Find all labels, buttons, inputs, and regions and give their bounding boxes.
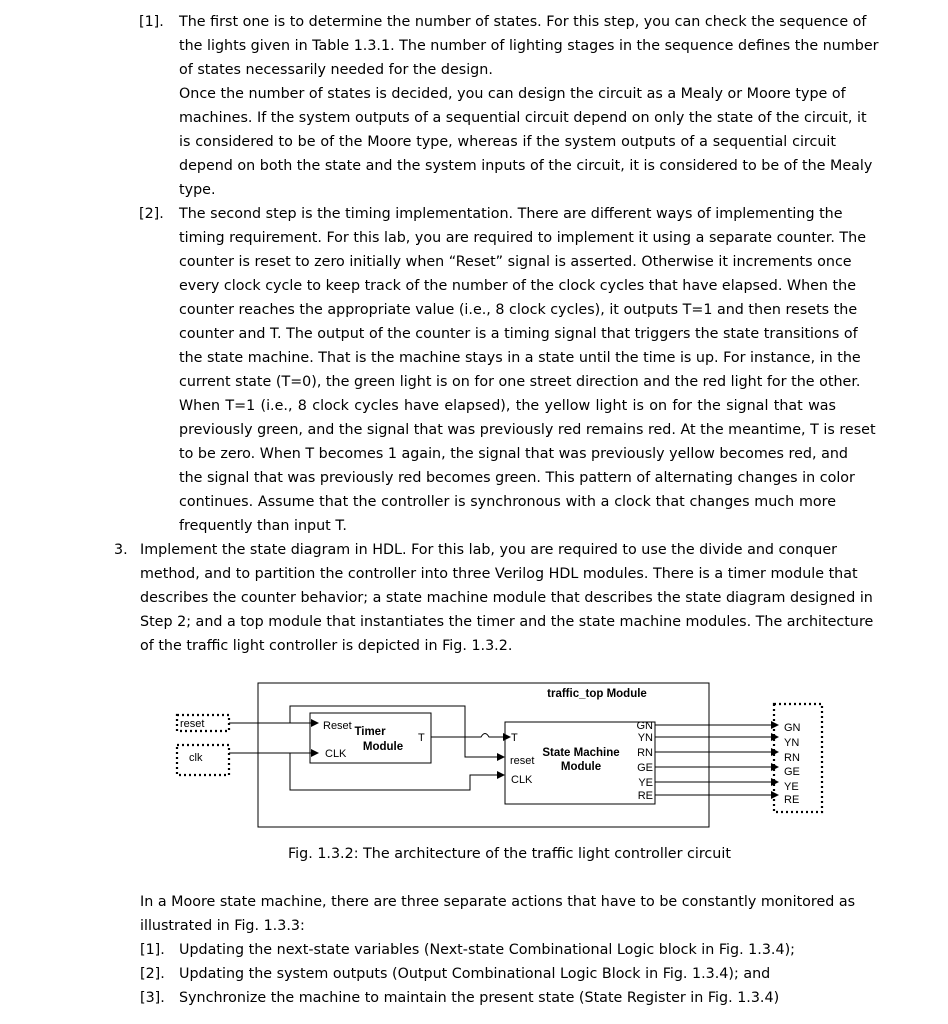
output-pin-gn: GN	[784, 722, 801, 734]
item-1-line: is considered to be of the Moore type, whereas if the system outputs of a sequential circuit	[179, 134, 836, 150]
moore-intro-line: illustrated in Fig. 1.3.3:	[140, 918, 305, 934]
item-2-line: The second step is the timing implementation. There are different ways of implementing the	[179, 206, 843, 222]
timer-module-name: Timer	[354, 726, 386, 738]
timer-clk-port: CLK	[325, 748, 347, 760]
item-1-line: The first one is to determine the number of states. For this step, you can check the sequence of	[179, 14, 867, 30]
state-machine-module-name: State Machine	[542, 747, 620, 759]
item-1-line: Once the number of states is decided, you can design the circuit as a Mealy or Moore type of	[179, 86, 846, 102]
item-2-line: counter and T. The output of the counter is a timing signal that triggers the state transitions of	[179, 326, 858, 342]
item-3-line: of the traffic light controller is depicted in Fig. 1.3.2.	[140, 638, 513, 654]
output-pin-rn: RN	[784, 752, 800, 764]
item-2-line: to be zero. When T becomes 1 again, the signal that was previously yellow becomes red, and	[179, 446, 848, 462]
reset-input-label: reset	[180, 718, 205, 730]
wire-t	[431, 734, 510, 738]
fsm-out-ye: YE	[638, 777, 653, 789]
moore-item-text: Updating the system outputs (Output Combinational Logic Block in Fig. 1.3.4); and	[179, 966, 771, 982]
traffic-top-module-label: traffic_top Module	[547, 688, 647, 700]
fsm-reset-port: reset	[510, 755, 535, 767]
output-wires	[655, 725, 778, 795]
output-pin-yn: YN	[784, 737, 800, 749]
figure-caption: Fig. 1.3.2: The architecture of the traffic light controller circuit	[288, 846, 731, 862]
fsm-out-gn: GN	[636, 720, 653, 732]
item-1-line: of states necessarily needed for the design.	[179, 62, 493, 78]
moore-item-number: [2].	[140, 966, 165, 982]
output-pin-re: RE	[784, 794, 800, 806]
architecture-diagram	[0, 670, 948, 835]
item-2-number: [2].	[139, 206, 164, 222]
item-2-line: the state machine. That is the machine stays in a state until the time is up. For instance, in the	[179, 350, 861, 366]
item-3-number: 3.	[114, 542, 128, 558]
item-2-line: the signal that was previously red becomes green. This pattern of alternating changes in color	[179, 470, 855, 486]
item-3-line: method, and to partition the controller into three Verilog HDL modules. There is a timer module that	[140, 566, 858, 582]
timer-t-port: T	[418, 732, 425, 744]
fsm-t-port: T	[511, 732, 518, 744]
item-1-line: the lights given in Table 1.3.1. The number of lighting stages in the sequence defines the number	[179, 38, 879, 54]
item-2-line: timing requirement. For this lab, you are required to implement it using a separate counter. The	[179, 230, 867, 246]
item-3-line: Step 2; and a top module that instantiates the timer and the state machine modules. The architecture	[140, 614, 874, 630]
item-2-line: counter is reset to zero initially when “Reset” signal is asserted. Otherwise it increments once	[179, 254, 852, 270]
timer-module-name-2: Module	[362, 741, 404, 753]
clk-input-label: clk	[189, 752, 203, 764]
clk-input-pin	[177, 745, 229, 775]
item-1-line: depend on both the state and the system inputs of the circuit, it is considered to be of the Mealy	[179, 158, 873, 174]
fsm-clk-port: CLK	[511, 774, 533, 786]
wire-clk-fsm	[290, 753, 504, 790]
item-2-line: counter reaches the appropriate value (i.e., 8 clock cycles), it outputs T=1 and then resets the	[179, 302, 858, 318]
moore-item-number: [1].	[140, 942, 165, 958]
fsm-out-ge: GE	[637, 762, 653, 774]
item-2-line: current state (T=0), the green light is on for one street direction and the red light for the other.	[179, 374, 861, 390]
moore-item-text: Updating the next-state variables (Next-state Combinational Logic block in Fig. 1.3.4);	[179, 942, 795, 958]
item-2-line: continues. Assume that the controller is synchronous with a clock that changes much more	[179, 494, 836, 510]
item-2-line: When T=1 (i.e., 8 clock cycles have elapsed), the yellow light is on for the signal that was	[179, 398, 836, 414]
fsm-out-re: RE	[637, 790, 653, 802]
item-2-line: previously green, and the signal that was previously red remains red. At the meantime, T is reset	[179, 422, 876, 438]
timer-reset-port: Reset	[323, 720, 352, 732]
item-3-line: describes the counter behavior; a state machine module that describes the state diagram designed in	[140, 590, 873, 606]
item-1-line: machines. If the system outputs of a sequential circuit depend on only the state of the circuit, it	[179, 110, 867, 126]
fsm-out-yn: YN	[637, 732, 653, 744]
item-1-number: [1].	[139, 14, 164, 30]
moore-item-text: Synchronize the machine to maintain the present state (State Register in Fig. 1.3.4)	[179, 990, 780, 1006]
moore-item-number: [3].	[140, 990, 165, 1006]
output-pin-ye: YE	[784, 781, 799, 793]
item-1-line: type.	[179, 182, 216, 198]
state-machine-module-name-2: Module	[560, 761, 602, 773]
item-2-line: frequently than input T.	[179, 518, 347, 534]
moore-intro-line: In a Moore state machine, there are three separate actions that have to be constantly monitored as	[140, 894, 856, 910]
item-2-line: every clock cycle to keep track of the number of the clock cycles that have elapsed. When the	[179, 278, 856, 294]
output-pin-ge: GE	[784, 766, 800, 778]
fsm-out-rn: RN	[637, 747, 653, 759]
item-3-line: Implement the state diagram in HDL. For this lab, you are required to use the divide and conquer	[140, 542, 837, 558]
